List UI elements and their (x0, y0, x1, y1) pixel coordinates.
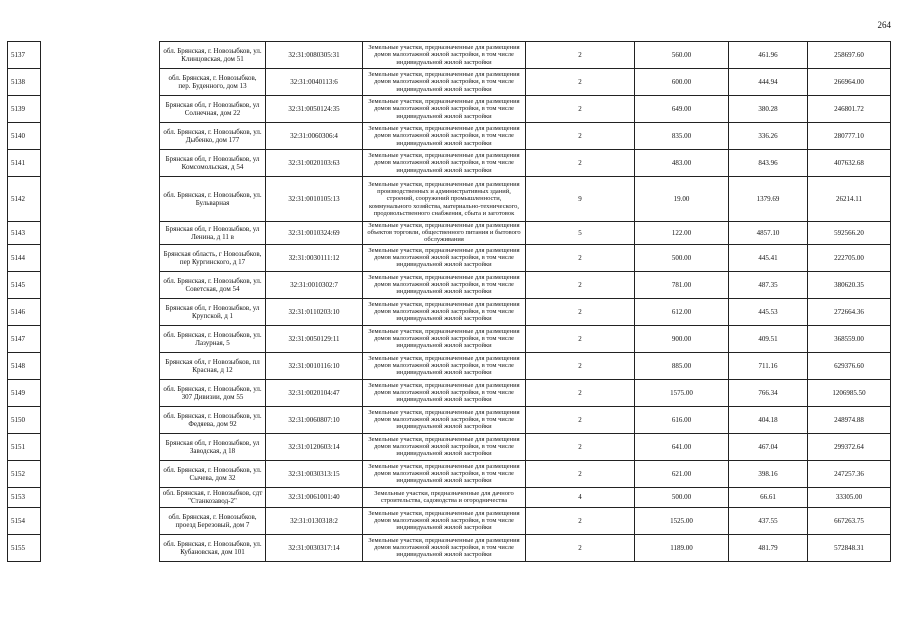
spacer-cell (41, 298, 160, 325)
address-cell: обл. Брянская, г. Новозыбков, проезд Березовый, дом 7 (160, 507, 266, 534)
area-cell: 1575.00 (635, 379, 729, 406)
group-number-cell: 2 (526, 271, 635, 298)
cadastral-value-cell: 26214.11 (808, 177, 891, 222)
group-number-cell: 2 (526, 123, 635, 150)
spacer-cell (41, 271, 160, 298)
table-row (8, 298, 891, 325)
spacer-cell (41, 42, 160, 69)
cadastral-number-cell: 32:31:0130318:2 (266, 507, 363, 534)
cadastral-number-cell: 32:31:0030317:14 (266, 534, 363, 561)
land-use-cell: Земельные участки, предназначенные для размещения объектов торговли, общественного питания и бытового обслуживания (363, 222, 526, 245)
table-row (8, 507, 891, 534)
spacer-cell (41, 507, 160, 534)
table-row (8, 96, 891, 123)
land-use-cell: Земельные участки, предназначенные для размещения домов малоэтажной жилой застройки, в том числе индивидуальной жилой застройки (363, 325, 526, 352)
spacer-cell (41, 534, 160, 561)
row-number: 5143 (8, 222, 41, 245)
row-number: 5149 (8, 379, 41, 406)
cadastral-value-cell: 629376.60 (808, 352, 891, 379)
table-row (8, 352, 891, 379)
cadastral-number-cell: 32:31:0080305:31 (266, 42, 363, 69)
cadastral-number-cell: 32:31:0061001:40 (266, 487, 363, 507)
cadastral-number-cell: 32:31:0050124:35 (266, 96, 363, 123)
group-number-cell: 2 (526, 534, 635, 561)
cadastral-number-cell: 32:31:0010302:7 (266, 271, 363, 298)
specific-value-cell: 444.94 (729, 69, 808, 96)
table-row (8, 379, 891, 406)
address-cell: Брянская область, г Новозыбков, пер Кургинского, д 17 (160, 244, 266, 271)
land-use-cell: Земельные участки, предназначенные для размещения домов малоэтажной жилой застройки, в том числе индивидуальной жилой застройки (363, 244, 526, 271)
address-cell: обл. Брянская, г. Новозыбков, ул. Лазурная, 5 (160, 325, 266, 352)
cadastral-value-cell: 407632.68 (808, 150, 891, 177)
cadastral-value-cell: 667263.75 (808, 507, 891, 534)
group-number-cell: 2 (526, 460, 635, 487)
cadastral-number-cell: 32:31:0050129:11 (266, 325, 363, 352)
address-cell: обл. Брянская, г. Новозыбков, ул. Федяева, дом 92 (160, 406, 266, 433)
area-cell: 500.00 (635, 487, 729, 507)
land-use-cell: Земельные участки, предназначенные для размещения домов малоэтажной жилой застройки, в том числе индивидуальной жилой застройки (363, 433, 526, 460)
group-number-cell: 4 (526, 487, 635, 507)
specific-value-cell: 380.28 (729, 96, 808, 123)
group-number-cell: 2 (526, 507, 635, 534)
address-cell: обл. Брянская, г. Новозыбков, ул. Клинцовская, дом 51 (160, 42, 266, 69)
group-number-cell: 2 (526, 379, 635, 406)
land-use-cell: Земельные участки, предназначенные для размещения домов малоэтажной жилой застройки, в том числе индивидуальной жилой застройки (363, 460, 526, 487)
address-cell: обл. Брянская, г. Новозыбков, сдт "Станкозавод-2" (160, 487, 266, 507)
land-use-cell: Земельные участки, предназначенные для размещения домов малоэтажной жилой застройки, в том числе индивидуальной жилой застройки (363, 69, 526, 96)
address-cell: обл. Брянская, г. Новозыбков, ул. 307 Дивизии, дом 55 (160, 379, 266, 406)
row-number: 5144 (8, 244, 41, 271)
cadastral-value-cell: 272664.36 (808, 298, 891, 325)
spacer-cell (41, 150, 160, 177)
table-row (8, 69, 891, 96)
table-row (8, 123, 891, 150)
land-use-cell: Земельные участки, предназначенные для размещения домов малоэтажной жилой застройки, в том числе индивидуальной жилой застройки (363, 352, 526, 379)
area-cell: 621.00 (635, 460, 729, 487)
address-cell: Брянская обл, г Новозыбков, ул Солнечная, дом 22 (160, 96, 266, 123)
cadastral-value-cell: 258697.60 (808, 42, 891, 69)
specific-value-cell: 336.26 (729, 123, 808, 150)
area-cell: 781.00 (635, 271, 729, 298)
area-cell: 1189.00 (635, 534, 729, 561)
row-number: 5140 (8, 123, 41, 150)
address-cell: Брянская обл, г Новозыбков, ул Крупской, д 1 (160, 298, 266, 325)
group-number-cell: 2 (526, 352, 635, 379)
table-row (8, 150, 891, 177)
area-cell: 500.00 (635, 244, 729, 271)
table-row (8, 487, 891, 507)
cadastral-number-cell: 32:31:0020104:47 (266, 379, 363, 406)
spacer-cell (41, 352, 160, 379)
spacer-cell (41, 487, 160, 507)
cadastral-number-cell: 32:31:0030111:12 (266, 244, 363, 271)
row-number: 5148 (8, 352, 41, 379)
cadastral-number-cell: 32:31:0060306:4 (266, 123, 363, 150)
land-use-cell: Земельные участки, предназначенные для размещения домов малоэтажной жилой застройки, в том числе индивидуальной жилой застройки (363, 271, 526, 298)
spacer-cell (41, 69, 160, 96)
row-number: 5146 (8, 298, 41, 325)
land-use-cell: Земельные участки, предназначенные для размещения домов малоэтажной жилой застройки, в том числе индивидуальной жилой застройки (363, 96, 526, 123)
spacer-cell (41, 406, 160, 433)
specific-value-cell: 66.61 (729, 487, 808, 507)
row-number: 5139 (8, 96, 41, 123)
group-number-cell: 5 (526, 222, 635, 245)
page-number: 264 (877, 20, 891, 30)
land-use-cell: Земельные участки, предназначенные для размещения домов малоэтажной жилой застройки, в том числе индивидуальной жилой застройки (363, 507, 526, 534)
group-number-cell: 2 (526, 150, 635, 177)
address-cell: обл. Брянская, г. Новозыбков, пер. Буденного, дом 13 (160, 69, 266, 96)
cadastral-number-cell: 32:31:0040113:6 (266, 69, 363, 96)
cadastral-value-cell: 247257.36 (808, 460, 891, 487)
specific-value-cell: 843.96 (729, 150, 808, 177)
cadastral-number-cell: 32:31:0030313:15 (266, 460, 363, 487)
land-use-cell: Земельные участки, предназначенные для размещения домов малоэтажной жилой застройки, в том числе индивидуальной жилой застройки (363, 534, 526, 561)
specific-value-cell: 409.51 (729, 325, 808, 352)
row-number: 5138 (8, 69, 41, 96)
specific-value-cell: 766.34 (729, 379, 808, 406)
area-cell: 19.00 (635, 177, 729, 222)
land-use-cell: Земельные участки, предназначенные для размещения домов малоэтажной жилой застройки, в том числе индивидуальной жилой застройки (363, 123, 526, 150)
table-row (8, 177, 891, 222)
group-number-cell: 9 (526, 177, 635, 222)
spacer-cell (41, 96, 160, 123)
spacer-cell (41, 244, 160, 271)
cadastral-value-cell: 592566.20 (808, 222, 891, 245)
cadastral-value-cell: 1206985.50 (808, 379, 891, 406)
cadastral-value-cell: 572848.31 (808, 534, 891, 561)
group-number-cell: 2 (526, 69, 635, 96)
row-number: 5152 (8, 460, 41, 487)
address-cell: обл. Брянская, г. Новозыбков, ул. Советская, дом 54 (160, 271, 266, 298)
specific-value-cell: 467.04 (729, 433, 808, 460)
land-use-cell: Земельные участки, предназначенные для размещения домов малоэтажной жилой застройки, в том числе индивидуальной жилой застройки (363, 150, 526, 177)
specific-value-cell: 4857.10 (729, 222, 808, 245)
area-cell: 1525.00 (635, 507, 729, 534)
specific-value-cell: 1379.69 (729, 177, 808, 222)
land-use-cell: Земельные участки, предназначенные для размещения домов малоэтажной жилой застройки, в том числе индивидуальной жилой застройки (363, 379, 526, 406)
table-row (8, 244, 891, 271)
cadastral-value-cell: 248974.88 (808, 406, 891, 433)
group-number-cell: 2 (526, 298, 635, 325)
cadastral-number-cell: 32:31:0010105:13 (266, 177, 363, 222)
cadastral-number-cell: 32:31:0060807:10 (266, 406, 363, 433)
group-number-cell: 2 (526, 406, 635, 433)
spacer-cell (41, 123, 160, 150)
specific-value-cell: 461.96 (729, 42, 808, 69)
cadastral-value-cell: 266964.00 (808, 69, 891, 96)
group-number-cell: 2 (526, 42, 635, 69)
area-cell: 835.00 (635, 123, 729, 150)
cadastral-value-cell: 246801.72 (808, 96, 891, 123)
area-cell: 900.00 (635, 325, 729, 352)
specific-value-cell: 445.41 (729, 244, 808, 271)
land-use-cell: Земельные участки, предназначенные для размещения домов малоэтажной жилой застройки, в том числе индивидуальной жилой застройки (363, 406, 526, 433)
table-row (8, 325, 891, 352)
cadastral-value-cell: 280777.10 (808, 123, 891, 150)
specific-value-cell: 487.35 (729, 271, 808, 298)
cadastral-number-cell: 32:31:0120603:14 (266, 433, 363, 460)
area-cell: 122.00 (635, 222, 729, 245)
spacer-cell (41, 222, 160, 245)
cadastral-value-cell: 33305.00 (808, 487, 891, 507)
land-use-cell: Земельные участки, предназначенные для размещения производственных и административных зданий, строений, сооружений промышленности, коммунального хозяйства, материально-технического, продовольственного снабжения, сбыта и заготовок (363, 177, 526, 222)
cadastral-value-cell: 380620.35 (808, 271, 891, 298)
area-cell: 641.00 (635, 433, 729, 460)
cadastral-value-cell: 368559.00 (808, 325, 891, 352)
specific-value-cell: 481.79 (729, 534, 808, 561)
area-cell: 885.00 (635, 352, 729, 379)
address-cell: Брянская обл, г Новозыбков, ул Комсомольская, д 54 (160, 150, 266, 177)
table-row (8, 42, 891, 69)
cadastral-value-table (7, 41, 891, 562)
cadastral-number-cell: 32:31:0010116:10 (266, 352, 363, 379)
cadastral-number-cell: 32:31:0010324:69 (266, 222, 363, 245)
address-cell: обл. Брянская, г. Новозыбков, ул. Кубановская, дом 101 (160, 534, 266, 561)
spacer-cell (41, 177, 160, 222)
area-cell: 649.00 (635, 96, 729, 123)
area-cell: 600.00 (635, 69, 729, 96)
row-number: 5154 (8, 507, 41, 534)
address-cell: обл. Брянская, г. Новозыбков, ул. Сычева, дом 32 (160, 460, 266, 487)
spacer-cell (41, 325, 160, 352)
area-cell: 612.00 (635, 298, 729, 325)
land-use-cell: Земельные участки, предназначенные для размещения домов малоэтажной жилой застройки, в том числе индивидуальной жилой застройки (363, 42, 526, 69)
row-number: 5142 (8, 177, 41, 222)
area-cell: 483.00 (635, 150, 729, 177)
spacer-cell (41, 460, 160, 487)
group-number-cell: 2 (526, 244, 635, 271)
cadastral-value-cell: 299372.64 (808, 433, 891, 460)
table-row (8, 406, 891, 433)
table-row (8, 271, 891, 298)
specific-value-cell: 398.16 (729, 460, 808, 487)
cadastral-number-cell: 32:31:0020103:63 (266, 150, 363, 177)
address-cell: обл. Брянская, г. Новозыбков, ул. Дыбенко, дом 177 (160, 123, 266, 150)
group-number-cell: 2 (526, 433, 635, 460)
row-number: 5151 (8, 433, 41, 460)
group-number-cell: 2 (526, 325, 635, 352)
specific-value-cell: 437.55 (729, 507, 808, 534)
specific-value-cell: 711.16 (729, 352, 808, 379)
address-cell: обл. Брянская, г. Новозыбков, ул. Бульварная (160, 177, 266, 222)
table-row (8, 433, 891, 460)
address-cell: Брянская обл, г Новозыбков, пл Красная, д 12 (160, 352, 266, 379)
area-cell: 616.00 (635, 406, 729, 433)
land-use-cell: Земельные участки, предназначенные для размещения домов малоэтажной жилой застройки, в том числе индивидуальной жилой застройки (363, 298, 526, 325)
address-cell: Брянская обл, г Новозыбков, ул Ленина, д 11 в (160, 222, 266, 245)
land-use-cell: Земельные участки, предназначенные для дачного строительства, садоводства и огородничества (363, 487, 526, 507)
row-number: 5137 (8, 42, 41, 69)
table-row (8, 460, 891, 487)
row-number: 5147 (8, 325, 41, 352)
table-row (8, 222, 891, 245)
table-row (8, 534, 891, 561)
row-number: 5145 (8, 271, 41, 298)
spacer-cell (41, 379, 160, 406)
row-number: 5155 (8, 534, 41, 561)
row-number: 5150 (8, 406, 41, 433)
cadastral-value-cell: 222705.00 (808, 244, 891, 271)
area-cell: 560.00 (635, 42, 729, 69)
specific-value-cell: 404.18 (729, 406, 808, 433)
spacer-cell (41, 433, 160, 460)
specific-value-cell: 445.53 (729, 298, 808, 325)
address-cell: Брянская обл, г Новозыбков, ул Заводская, д 18 (160, 433, 266, 460)
group-number-cell: 2 (526, 96, 635, 123)
cadastral-number-cell: 32:31:0110203:10 (266, 298, 363, 325)
row-number: 5141 (8, 150, 41, 177)
row-number: 5153 (8, 487, 41, 507)
